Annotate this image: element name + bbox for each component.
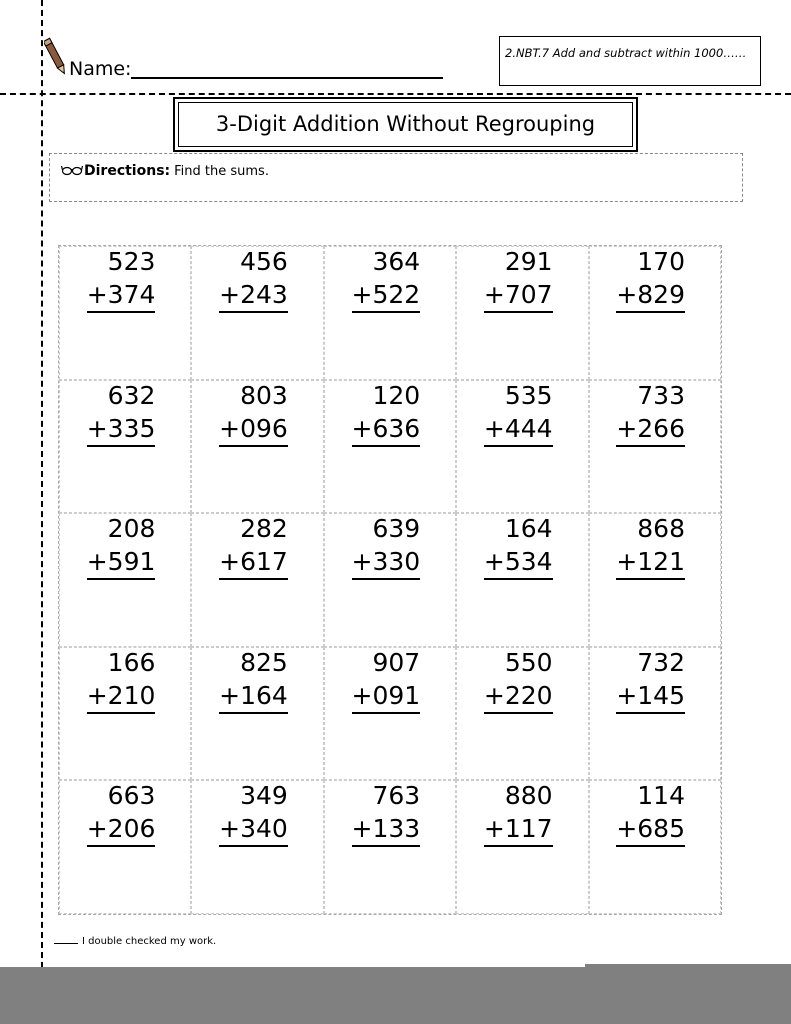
addend-top: 282 — [240, 514, 288, 544]
problem-cell[interactable] — [59, 513, 191, 647]
addend-bottom: +121 — [616, 545, 685, 580]
problem-cell[interactable] — [191, 647, 323, 781]
addition-problem — [87, 646, 156, 714]
addend-bottom: +091 — [352, 679, 421, 714]
problem-cell[interactable] — [456, 380, 588, 514]
glasses-icon — [61, 164, 83, 176]
problem-cell[interactable] — [456, 246, 588, 380]
addition-problem — [352, 379, 421, 447]
addend-top: 164 — [504, 514, 553, 544]
horizontal-cut-line — [0, 93, 791, 95]
addition-problem — [87, 779, 156, 847]
name-field-line[interactable] — [131, 77, 443, 79]
addend-bottom: +591 — [87, 545, 156, 580]
problem-cell[interactable] — [456, 513, 588, 647]
addend-top: 364 — [372, 247, 421, 276]
addend-bottom: +210 — [87, 679, 156, 714]
problem-cell[interactable] — [59, 246, 191, 380]
addition-problem — [352, 646, 421, 714]
addition-problem — [352, 512, 421, 580]
pencil-icon — [44, 36, 66, 78]
problem-cell[interactable] — [59, 780, 191, 914]
addend-top: 291 — [504, 247, 553, 276]
addend-top: 907 — [372, 647, 421, 677]
addend-bottom: +145 — [616, 679, 685, 714]
addend-top: 120 — [372, 380, 421, 410]
addend-top: 639 — [372, 514, 421, 544]
addend-top: 535 — [504, 380, 553, 410]
addend-top: 166 — [107, 647, 156, 677]
addition-problem — [219, 512, 288, 580]
addition-problem — [87, 245, 156, 313]
addend-top: 114 — [637, 781, 685, 811]
addend-bottom: +707 — [484, 278, 553, 313]
vertical-cut-line — [41, 0, 43, 968]
problem-cell[interactable] — [324, 380, 456, 514]
problem-cell[interactable] — [324, 780, 456, 914]
addend-top: 349 — [240, 781, 288, 811]
addend-bottom: +335 — [87, 412, 156, 447]
addition-problem — [484, 379, 553, 447]
addend-bottom: +522 — [352, 278, 421, 313]
addend-top: 632 — [107, 380, 156, 410]
problem-cell[interactable] — [191, 380, 323, 514]
addend-bottom: +829 — [616, 278, 685, 313]
addition-problem — [484, 779, 553, 847]
addition-problem — [616, 245, 685, 313]
standard-box: 2.NBT.7 Add and subtract within 1000…… — [499, 36, 761, 86]
title-box — [173, 97, 638, 152]
addition-problem — [219, 646, 288, 714]
problem-cell[interactable] — [324, 513, 456, 647]
problem-cell[interactable] — [59, 647, 191, 781]
problem-cell[interactable] — [324, 246, 456, 380]
problem-cell[interactable] — [456, 647, 588, 781]
bottom-bar — [0, 967, 791, 1024]
problem-cell[interactable] — [191, 513, 323, 647]
addition-problem — [616, 379, 685, 447]
addend-bottom: +636 — [352, 412, 421, 447]
addition-problem — [87, 379, 156, 447]
addend-bottom: +220 — [484, 679, 553, 714]
addend-top: 732 — [637, 647, 685, 677]
addition-problem — [219, 379, 288, 447]
addition-problem — [219, 245, 288, 313]
addend-bottom: +685 — [616, 812, 685, 847]
page-title: 3-Digit Addition Without Regrouping — [178, 102, 633, 147]
problem-cell[interactable] — [589, 513, 721, 647]
directions-label: Directions: — [84, 163, 171, 179]
addend-top: 763 — [372, 781, 421, 811]
self-check-blank[interactable] — [54, 943, 78, 944]
problem-cell[interactable] — [59, 380, 191, 514]
addition-problem — [352, 245, 421, 313]
directions-box — [49, 153, 743, 202]
addition-problem — [219, 779, 288, 847]
addend-bottom: +374 — [87, 278, 156, 313]
directions-text: Find the sums. — [174, 164, 269, 179]
addend-top: 733 — [637, 380, 685, 410]
addend-bottom: +133 — [352, 812, 421, 847]
addition-problem — [616, 779, 685, 847]
addend-top: 663 — [107, 781, 156, 811]
addend-bottom: +243 — [219, 278, 288, 313]
problem-cell[interactable] — [589, 647, 721, 781]
self-check — [54, 936, 216, 947]
addend-bottom: +117 — [484, 812, 553, 847]
problem-cell[interactable] — [589, 780, 721, 914]
addend-bottom: +617 — [219, 545, 288, 580]
addend-top: 868 — [637, 514, 685, 544]
problem-cell[interactable] — [589, 246, 721, 380]
addition-problem — [352, 779, 421, 847]
addition-problem — [484, 512, 553, 580]
addend-bottom: +444 — [484, 412, 553, 447]
addition-problem — [616, 512, 685, 580]
addition-problem — [87, 512, 156, 580]
addend-top: 170 — [637, 247, 685, 276]
addend-top: 803 — [240, 380, 288, 410]
addend-bottom: +164 — [219, 679, 288, 714]
problem-grid — [58, 245, 722, 915]
addition-problem — [616, 646, 685, 714]
addend-top: 880 — [504, 781, 553, 811]
problem-cell[interactable] — [191, 780, 323, 914]
problem-cell[interactable] — [589, 380, 721, 514]
addend-top: 456 — [240, 247, 288, 276]
addend-bottom: +534 — [484, 545, 553, 580]
addend-top: 825 — [240, 647, 288, 677]
problem-cell[interactable] — [456, 780, 588, 914]
addend-top: 523 — [107, 247, 156, 276]
name-label: Name: — [69, 58, 132, 80]
problem-cell[interactable] — [191, 246, 323, 380]
addition-problem — [484, 646, 553, 714]
addend-bottom: +340 — [219, 812, 288, 847]
addend-bottom: +096 — [219, 412, 288, 447]
addend-bottom: +330 — [352, 545, 421, 580]
addend-top: 550 — [504, 647, 553, 677]
addend-bottom: +206 — [87, 812, 156, 847]
addend-top: 208 — [107, 514, 156, 544]
self-check-text: I double checked my work. — [82, 936, 217, 947]
addend-bottom: +266 — [616, 412, 685, 447]
problem-cell[interactable] — [324, 647, 456, 781]
addition-problem — [484, 245, 553, 313]
